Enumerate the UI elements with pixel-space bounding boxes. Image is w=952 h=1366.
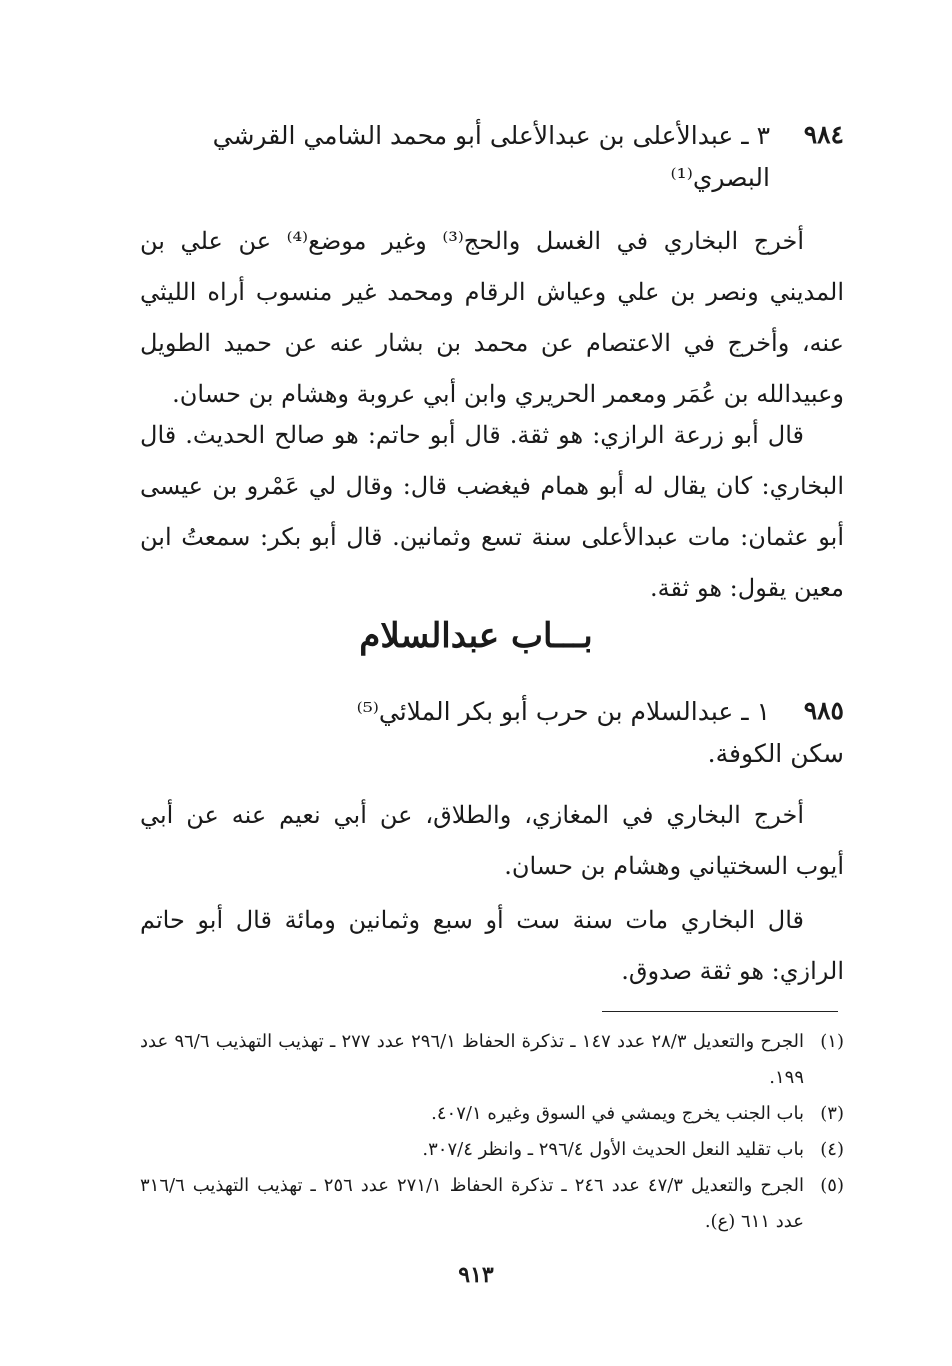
footnote-text: الجرح والتعديل ٤٧/٣ عدد ٢٤٦ ـ تذكرة الحفاظ ٢٧١/١ عدد ٢٥٦ ـ تهذيب التهذيب ٣١٦/٦ عدد ٦١١ (ع). [140,1175,805,1232]
entry-984-paragraph-2: قال أبو زرعة الرازي: هو ثقة. قال أبو حاتم: هو صالح الحديث. قال البخاري: كان يقال له أبو همام فيغضب قال: وقال لي عَمْرو بن عيسى أبو عثمان: مات عبدالأعلى سنة تسع وثمانين. قال أبو بكر: سمعتُ ابن معين يقول: هو ثقة. [140,421,844,602]
entry-985-paragraph-2: قال البخاري مات سنة ست أو سبع وثمانين ومائة قال أبو حاتم الرازي: هو ثقة صدوق. [140,906,844,985]
footnote-mark: (٣) [820,1103,844,1124]
entry-title-line2: سكن الكوفة. [707,739,844,768]
page-number: ٩١٣ [458,1262,494,1288]
entry-984-paragraph-1: أخرج البخاري في الغسل والحج⁽³⁾ وغير موضع⁽⁴⁾ عن علي بن المديني ونصر بن علي وعياش الرقام ومحمد غير منسوب أراه الليثي عنه، وأخرج في الاعتصام عن محمد بن بشار عنه عن حميد الطويل وعبيدالله بن عُمَر ومعمر الحريري وابن أبي عروبة وهشام بن حسان. [140,227,844,408]
footnote-mark: (٤) [820,1139,844,1160]
footnote-3 [140,1096,844,1132]
entry-title-line1: ٣ ـ عبدالأعلى بن عبدالأعلى أبو محمد الشامي القرشي [212,121,770,150]
footnote-5 [140,1168,844,1240]
footnotes [140,1024,844,1240]
entry-title-line2: البصري⁽¹⁾ [670,163,770,192]
footnote-1 [140,1024,844,1096]
footnote-mark: (٥) [820,1175,844,1196]
footnote-text: باب تقليد النعل الحديث الأول ٢٩٦/٤ ـ وانظر ٣٠٧/٤. [422,1139,804,1160]
footnote-mark: (١) [820,1031,844,1052]
entry-985-paragraph-1: أخرج البخاري في المغازي، والطلاق، عن أبي نعيم عنه عن أبي أيوب السختياني وهشام بن حسان. [140,801,844,880]
entry-title-line1: ١ ـ عبدالسلام بن حرب أبو بكر الملائي⁽⁵⁾ [356,697,770,726]
footnote-text: الجرح والتعديل ٢٨/٣ عدد ١٤٧ ـ تذكرة الحفاظ ٢٩٦/١ عدد ٢٧٧ ـ تهذيب التهذيب ٩٦/٦ عدد ١٩٩. [140,1031,805,1088]
entry-title-984 [110,116,770,198]
footnote-separator [602,1011,838,1012]
entry-number-985: ٩٨٥ [803,696,844,725]
footnote-text: باب الجنب يخرج ويمشي في السوق وغيره ٤٠٧/١. [431,1103,804,1124]
section-heading: بـــاب عبدالسلام [359,616,593,656]
footnote-4 [140,1132,844,1168]
entry-number-984: ٩٨٤ [803,120,844,149]
